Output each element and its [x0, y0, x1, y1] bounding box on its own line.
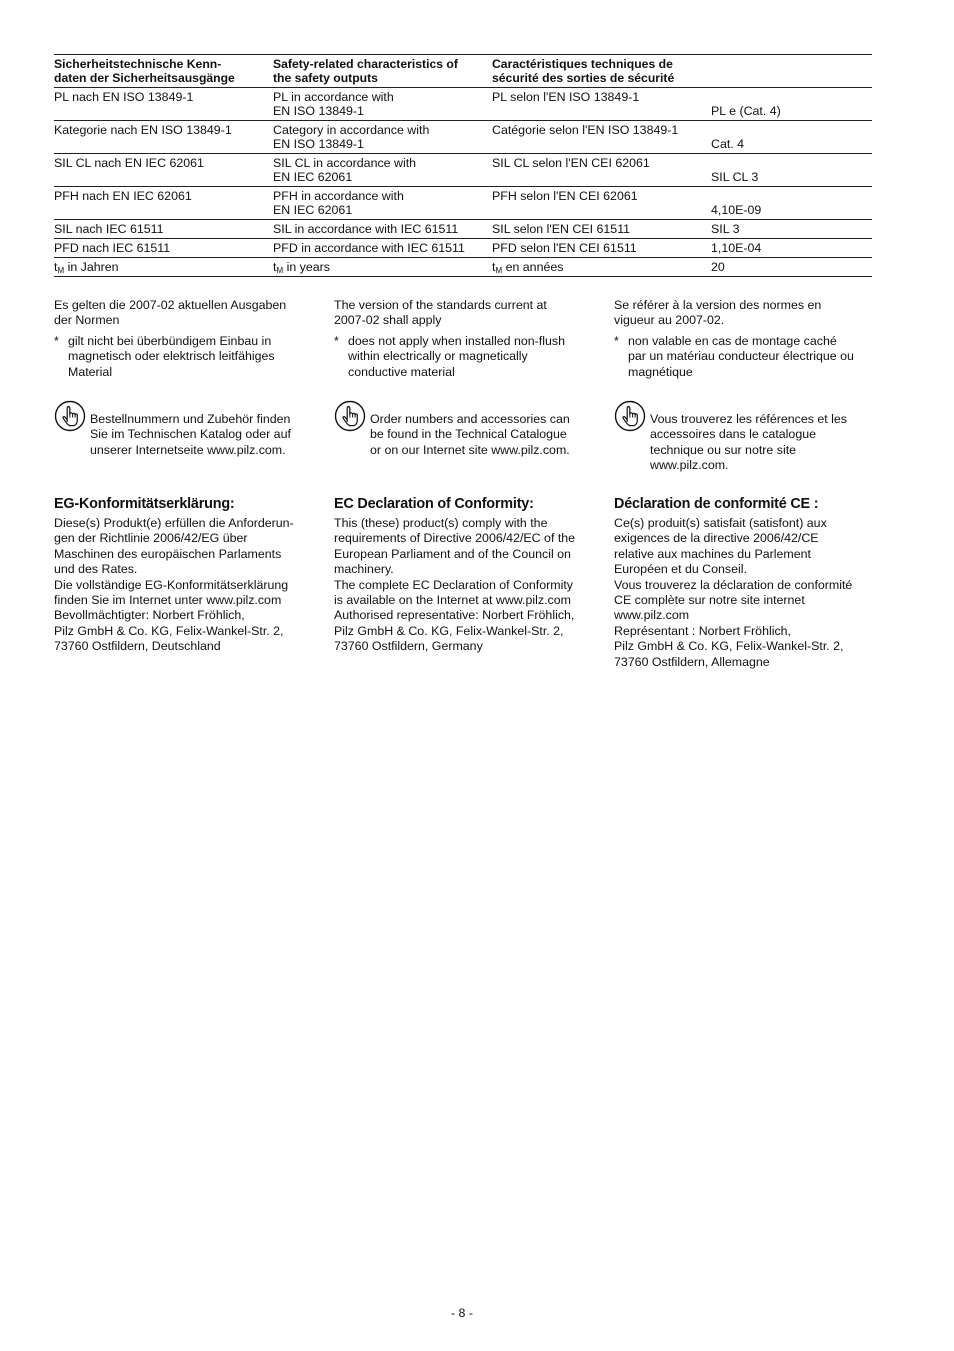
footnote-asterisk: *: [614, 333, 619, 348]
table-row: [54, 220, 872, 239]
declaration-french: [614, 496, 872, 670]
declaration-title: Déclaration de conformité CE :: [614, 496, 819, 512]
tm-label-german: in Jahren: [64, 260, 119, 274]
cell-french: PL selon l'EN ISO 13849-1: [492, 88, 711, 121]
cell-english: SIL CL in accordance with EN IEC 62061: [273, 154, 492, 187]
header-value: [711, 55, 872, 88]
tm-label-english: in years: [283, 260, 330, 274]
footnote-text: non valable en cas de montage caché par un matériau conducteur électrique ou magnétique: [628, 333, 854, 379]
footnote-asterisk: *: [334, 333, 339, 348]
cell-german: PFH nach EN IEC 62061: [54, 187, 273, 220]
cell-value: PL e (Cat. 4): [711, 88, 872, 121]
cell-value: 20: [711, 258, 872, 277]
cell-value: Cat. 4: [711, 121, 872, 154]
safety-characteristics-table: [54, 54, 872, 277]
cell-french: PFH selon l'EN CEI 62061: [492, 187, 711, 220]
cell-french: SIL CL selon l'EN CEI 62061: [492, 154, 711, 187]
standards-text: The version of the standards current at 2007-02 shall apply: [334, 298, 547, 328]
declaration-german: [54, 496, 312, 655]
footnote: [54, 334, 312, 380]
footnote-text: does not apply when installed non-flush within electrically or magnetically conductive material: [348, 333, 565, 379]
cell-value: 4,10E-09: [711, 187, 872, 220]
catalogue-note-text: Vous trouverez les références et les accessoires dans le catalogue technique ou sur notre site www.pilz.com.: [650, 412, 847, 473]
table-row: [54, 154, 872, 187]
catalogue-note-english: [334, 400, 592, 458]
tm-subscript: M: [57, 266, 65, 275]
table-header-row: [54, 55, 872, 88]
cell-english: PFD in accordance with IEC 61511: [273, 239, 492, 258]
standards-note-english: [334, 298, 592, 380]
standards-note-french: [614, 298, 872, 380]
table-row: [54, 121, 872, 154]
footnote-asterisk: *: [54, 333, 59, 348]
tm-subscript: M: [276, 266, 284, 275]
table-row: [54, 239, 872, 258]
catalogue-note-text: Order numbers and accessories can be found in the Technical Catalogue or on our Internet site www.pilz.com.: [370, 412, 570, 457]
cell-german: PFD nach IEC 61511: [54, 239, 273, 258]
catalogue-note-text: Bestellnummern und Zubehör finden Sie im Technischen Katalog oder auf unserer Internetseite www.pilz.com.: [90, 412, 291, 457]
tm-symbol: t: [273, 260, 277, 274]
pointing-hand-icon: [54, 400, 86, 432]
cell-english: SIL in accordance with IEC 61511: [273, 220, 492, 239]
cell-german: [54, 258, 273, 277]
footnote-text: gilt nicht bei überbündigem Einbau in magnetisch oder elektrisch leitfähiges Material: [68, 333, 275, 379]
header-french: Caractéristiques techniques de sécurité des sorties de sécurité: [492, 55, 711, 88]
footnote: [334, 334, 592, 380]
cell-english: PL in accordance with EN ISO 13849-1: [273, 88, 492, 121]
tm-subscript: M: [495, 266, 503, 275]
declaration-body: Diese(s) Produkt(e) erfüllen die Anforderun- gen der Richtlinie 2006/42/EG über Maschinen des europäischen Parlaments und des Rates. Die vollständige EG-Konformitätserklärung finden Sie im Internet unter www.pilz.com Bevollmächtigter: Norbert Fröhlich, Pilz GmbH & Co. KG, Felix-Wankel-Str. 2, 73760 Ostfildern, Deutschland: [54, 516, 294, 654]
cell-german: SIL nach IEC 61511: [54, 220, 273, 239]
pointing-hand-icon: [614, 400, 646, 432]
cell-german: Kategorie nach EN ISO 13849-1: [54, 121, 273, 154]
cell-english: [273, 258, 492, 277]
declaration-english: [334, 496, 592, 655]
declaration-body: Ce(s) produit(s) satisfait (satisfont) aux exigences de la directive 2006/42/CE relative aux machines du Parlement Européen et du Conseil. Vous trouverez la déclaration de conformité CE complète sur notre site internet www.pilz.com Représentant : Norbert Fröhlich, Pilz GmbH & Co. KG, Felix-Wankel-Str. 2, 73760 Ostfildern, Allemagne: [614, 516, 853, 669]
header-german: Sicherheitstechnische Kenn- daten der Sicherheitsausgänge: [54, 55, 273, 88]
tm-label-french: en années: [502, 260, 564, 274]
standards-text: Se référer à la version des normes en vigueur au 2007-02.: [614, 298, 822, 328]
page-number: - 8 -: [450, 1306, 474, 1320]
cell-german: PL nach EN ISO 13849-1: [54, 88, 273, 121]
table-row-mission-time: [54, 258, 872, 277]
cell-french: SIL selon l'EN CEI 61511: [492, 220, 711, 239]
cell-french: Catégorie selon l'EN ISO 13849-1: [492, 121, 711, 154]
cell-french: PFD selon l'EN CEI 61511: [492, 239, 711, 258]
catalogue-note-german: [54, 400, 312, 458]
cell-english: Category in accordance with EN ISO 13849-1: [273, 121, 492, 154]
declaration-title: EG-Konformitätserklärung:: [54, 496, 235, 512]
cell-english: PFH in accordance with EN IEC 62061: [273, 187, 492, 220]
tm-symbol: t: [54, 260, 58, 274]
cell-value: 1,10E-04: [711, 239, 872, 258]
cell-german: SIL CL nach EN IEC 62061: [54, 154, 273, 187]
declaration-body: This (these) product(s) comply with the requirements of Directive 2006/42/EC of the European Parliament and of the Council on machinery. The complete EC Declaration of Conformity is available on the Internet at www.pilz.com Authorised representative: Norbert Fröhlich, Pilz GmbH & Co. KG, Felix-Wankel-Str. 2, 73760 Ostfildern, Germany: [334, 516, 576, 654]
cell-value: SIL CL 3: [711, 154, 872, 187]
cell-french: [492, 258, 711, 277]
standards-note-german: [54, 298, 312, 380]
declaration-title: EC Declaration of Conformity:: [334, 496, 534, 512]
table-row: [54, 187, 872, 220]
footnote: [614, 334, 872, 380]
catalogue-note-french: [614, 400, 872, 474]
cell-value: SIL 3: [711, 220, 872, 239]
header-english: Safety-related characteristics of the safety outputs: [273, 55, 492, 88]
pointing-hand-icon: [334, 400, 366, 432]
table-row: [54, 88, 872, 121]
tm-symbol: t: [492, 260, 496, 274]
standards-text: Es gelten die 2007-02 aktuellen Ausgaben der Normen: [54, 298, 287, 328]
